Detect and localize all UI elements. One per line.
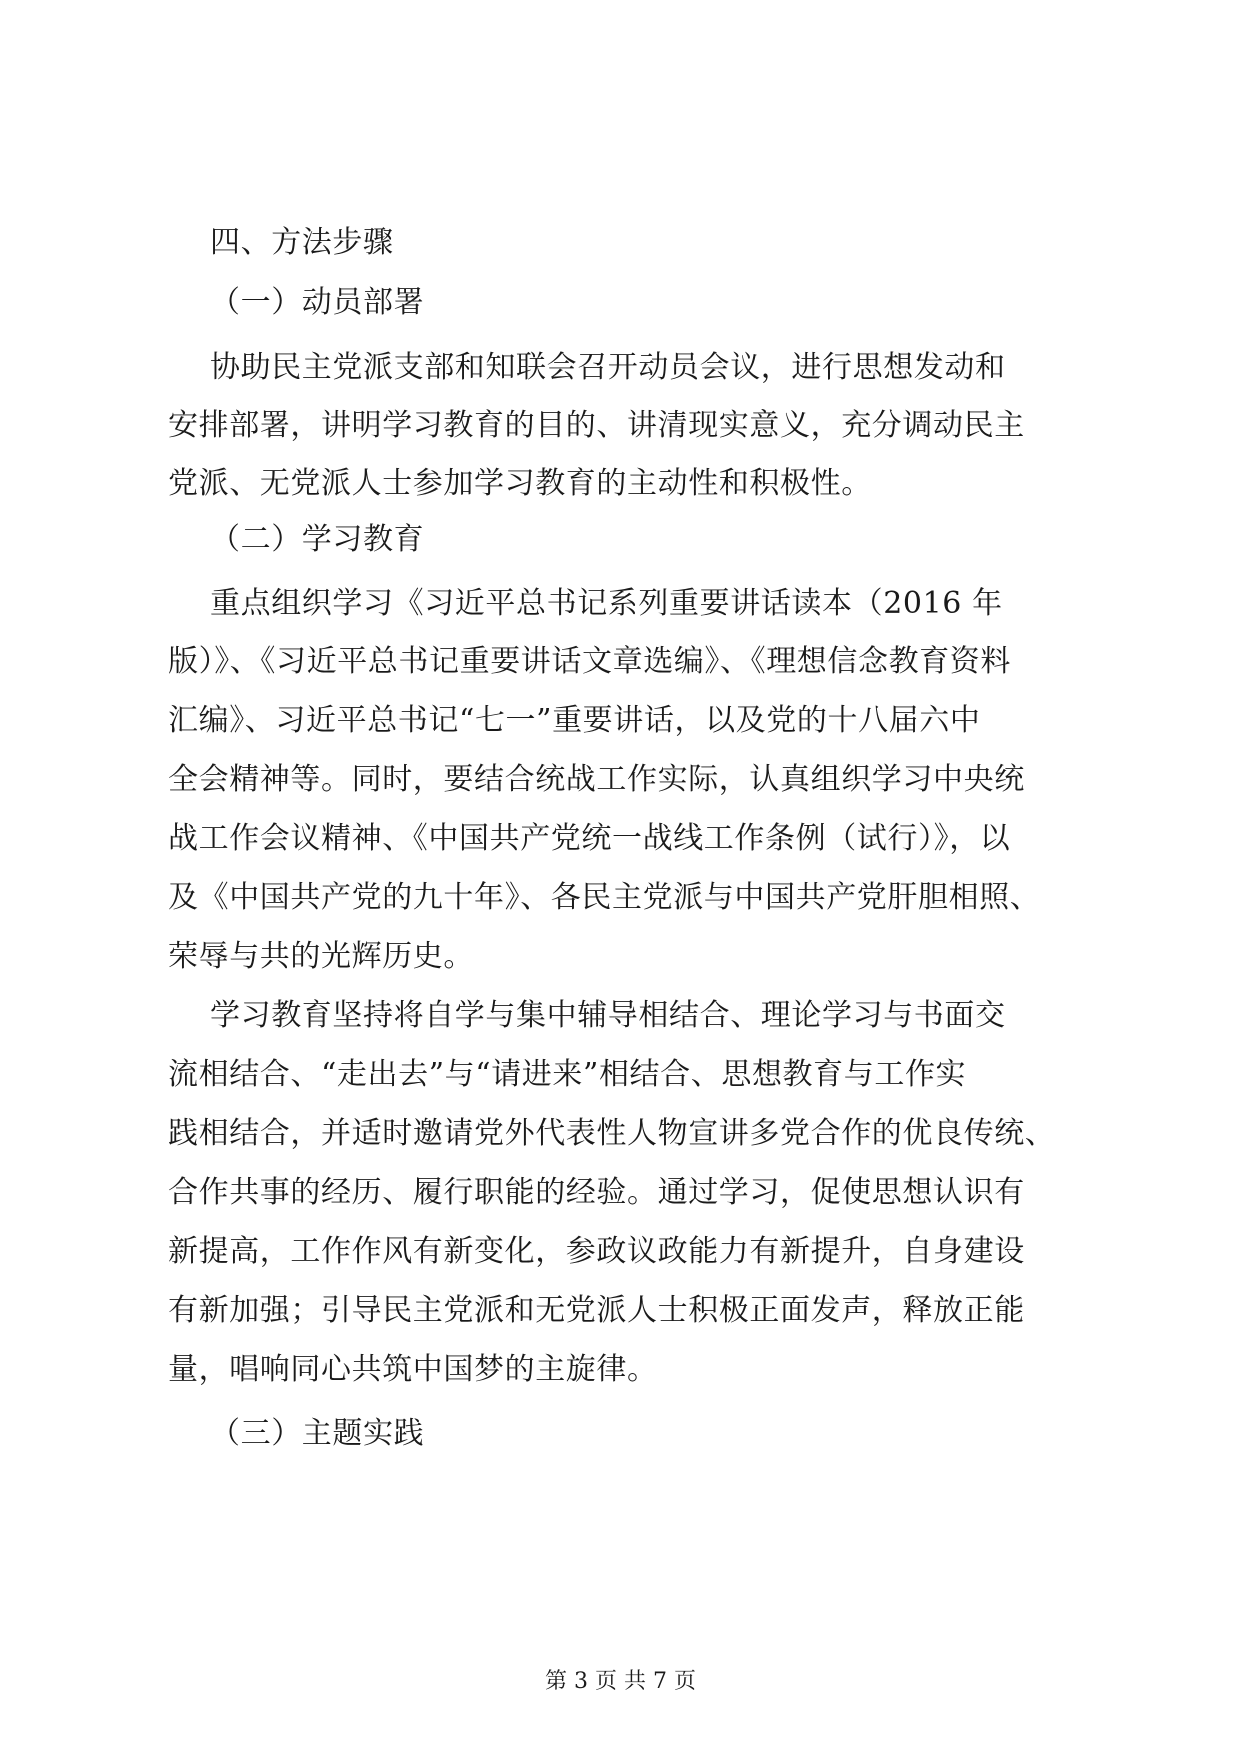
paragraph-line: 流相结合、“走出去”与“请进来”相结合、思想教育与工作实 xyxy=(168,1057,967,1092)
subheading-study-education: （二）学习教育 xyxy=(210,522,425,557)
paragraph-line: 战工作会议精神、《中国共产党统一战线工作条例（试行）》，以 xyxy=(168,821,1011,856)
paragraph-line: 协助民主党派支部和知联会召开动员会议，进行思想发动和 xyxy=(210,350,1006,385)
page-number-footer: 第 3 页 共 7 页 xyxy=(545,1669,696,1694)
paragraph-line: 合作共事的经历、履行职能的经验。通过学习，促使思想认识有 xyxy=(168,1175,1025,1210)
paragraph-line: 安排部署，讲明学习教育的目的、讲清现实意义，充分调动民主 xyxy=(168,408,1025,443)
paragraph-line: 践相结合，并适时邀请党外代表性人物宣讲多党合作的优良传统、 xyxy=(168,1116,1056,1151)
paragraph-line: 量，唱响同心共筑中国梦的主旋律。 xyxy=(168,1352,658,1387)
paragraph-line: 版）》、《习近平总书记重要讲话文章选编》、《理想信念教育资料 xyxy=(168,644,1011,679)
paragraph-line: 重点组织学习《习近平总书记系列重要讲话读本（2016 年 xyxy=(210,586,1003,621)
paragraph-line: 党派、无党派人士参加学习教育的主动性和积极性。 xyxy=(168,466,872,501)
section-heading-methods: 四、方法步骤 xyxy=(210,225,394,260)
paragraph-line: 汇编》、习近平总书记“七一”重要讲话，以及党的十八届六中 xyxy=(168,703,981,738)
paragraph-line: 有新加强；引导民主党派和无党派人士积极正面发声，释放正能 xyxy=(168,1293,1025,1328)
paragraph-line: 全会精神等。同时，要结合统战工作实际，认真组织学习中央统 xyxy=(168,762,1025,797)
subheading-theme-practice: （三）主题实践 xyxy=(210,1416,425,1451)
subheading-mobilization: （一）动员部署 xyxy=(210,285,425,320)
paragraph-line: 新提高，工作作风有新变化，参政议政能力有新提升，自身建设 xyxy=(168,1234,1025,1269)
paragraph-line: 及《中国共产党的九十年》、各民主党派与中国共产党肝胆相照、 xyxy=(168,880,1041,915)
paragraph-line: 学习教育坚持将自学与集中辅导相结合、理论学习与书面交 xyxy=(210,998,1006,1033)
paragraph-line: 荣辱与共的光辉历史。 xyxy=(168,939,474,974)
